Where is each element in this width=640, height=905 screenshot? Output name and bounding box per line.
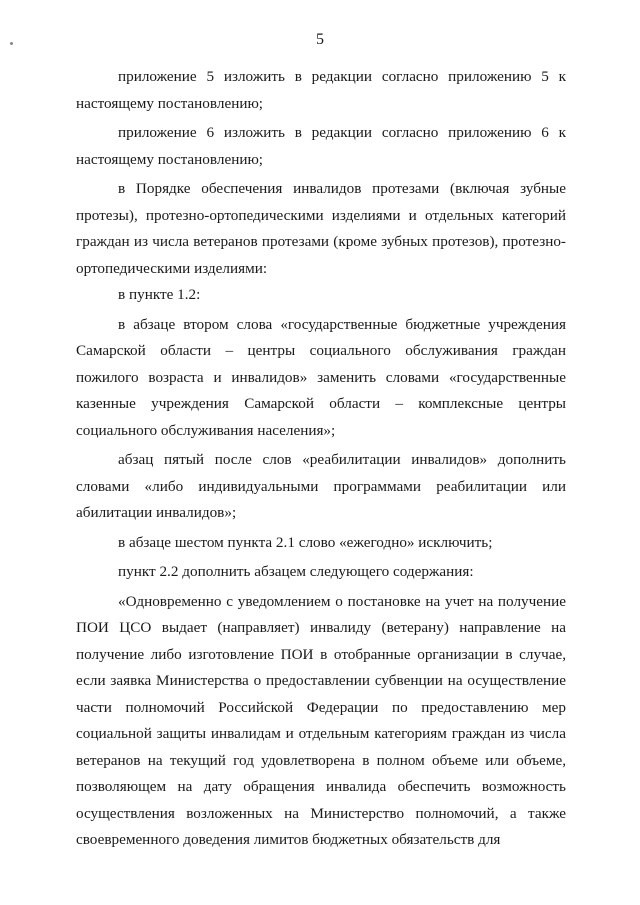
paragraph-quoted-addition: «Одновременно с уведомлением о постановке на учет на получение ПОИ ЦСО выдает (направляет) инвалиду (ветерану) направление на получение либо изготовление ПОИ в отобранные организации в случае, если заявка Министерства о предоставлении субвенции на осуществление части полномочий Российской Федерации по предоставлению мер социальной защиты инвалидам и отдельным категориям граждан из числа ветеранов на текущий год удовлетворена в полном объеме или объеме, позволяющем на дату обращения инвалида обеспечить возможность осуществления возложенных на Министерство полномочий, а также своевременного доведения лимитов бюджетных обязательств для <box>76 592 566 848</box>
paragraph-fifth-subclause: абзац пятый после слов «реабилитации инвалидов» дополнить словами «либо индивидуальными программами реабилитации или абилитации инвалидов»; <box>76 451 566 521</box>
paragraph-appendix-6: приложение 6 изложить в редакции согласно приложению 6 к настоящему постановлению; <box>76 124 566 168</box>
page-number: 5 <box>316 31 324 48</box>
paragraph-clause-1-2: в пункте 1.2: <box>118 286 201 303</box>
paragraph-procedure-intro: в Порядке обеспечения инвалидов протезами (включая зубные протезы), протезно-ортопедическими изделиями и отдельных категорий граждан из числа ветеранов протезами (кроме зубных протезов), протезно-ортопедическими изделиями: <box>76 180 566 277</box>
paragraph-clause-2-2: пункт 2.2 дополнить абзацем следующего содержания: <box>118 563 474 580</box>
document-body <box>76 64 566 854</box>
paragraph-appendix-5: приложение 5 изложить в редакции согласно приложению 5 к настоящему постановлению; <box>76 68 566 112</box>
paragraph-clause-2-1: в абзаце шестом пункта 2.1 слово «ежегодно» исключить; <box>118 533 493 551</box>
paragraph-second-subclause: в абзаце втором слова «государственные бюджетные учреждения Самарской области – центры социального обслуживания граждан пожилого возраста и инвалидов» заменить словами «государственные казенные учреждения Самарской области – комплексные центры социального обслуживания населения»; <box>76 315 566 439</box>
